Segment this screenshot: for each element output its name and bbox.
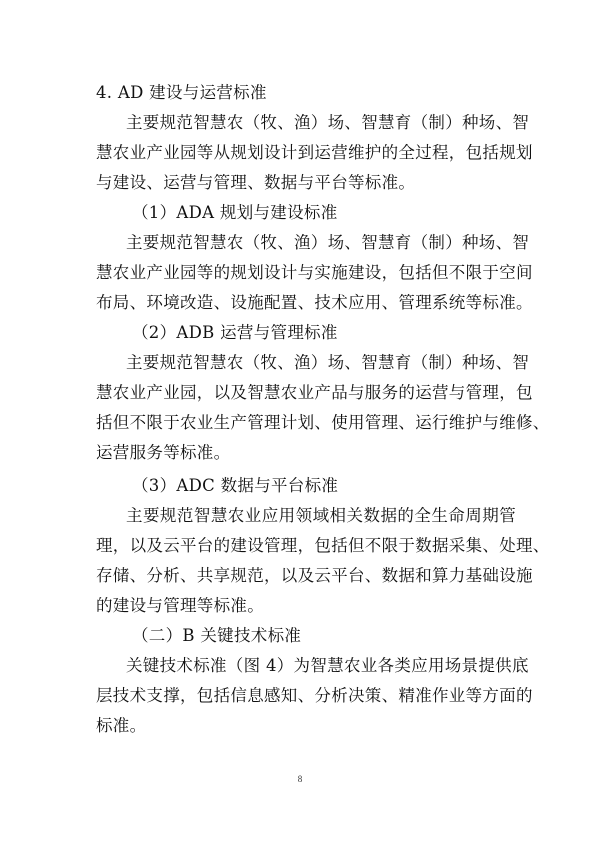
paragraph-line: 运营服务等标准。 [96,443,231,462]
paragraph-line: 布局、环境改造、设施配置、技术应用、管理系统等标准。 [96,293,533,312]
paragraph-line: 标准。 [96,716,147,735]
subsection-heading-adc: （3）ADC 数据与平台标准 [132,476,339,495]
subsection-heading-ada: （1）ADA 规划与建设标准 [132,203,338,222]
subsection-heading-adb: （2）ADB 运营与管理标准 [132,323,338,342]
paragraph-line: 主要规范智慧农业应用领域相关数据的全生命周期管 [126,506,516,525]
paragraph-line: 与建设、运营与管理、数据与平台等标准。 [96,173,416,192]
paragraph-line: 关键技术标准（图 4）为智慧农业各类应用场景提供底 [126,656,529,675]
section-heading-ad: 4. AD 建设与运营标准 [96,83,267,102]
paragraph-line: 主要规范智慧农（牧、渔）场、智慧育（制）种场、智 [126,233,530,252]
paragraph-line: 慧农业产业园，以及智慧农业产品与服务的运营与管理，包 [96,383,533,402]
paragraph-line: 理，以及云平台的建设管理，包括但不限于数据采集、处理、 [96,536,550,555]
section-heading-b: （二）B 关键技术标准 [132,626,302,645]
paragraph-line: 主要规范智慧农（牧、渔）场、智慧育（制）种场、智 [126,353,530,372]
paragraph-line: 层技术支撑，包括信息感知、分析决策、精准作业等方面的 [96,686,533,705]
paragraph-line: 慧农业产业园等的规划设计与实施建设，包括但不限于空间 [96,263,533,282]
paragraph-line: 存储、分析、共享规范，以及云平台、数据和算力基础设施 [96,566,533,585]
paragraph-line: 慧农业产业园等从规划设计到运营维护的全过程，包括规划 [96,143,533,162]
page-number: 8 [297,774,303,784]
paragraph-line: 主要规范智慧农（牧、渔）场、智慧育（制）种场、智 [126,113,530,132]
paragraph-line: 的建设与管理等标准。 [96,596,264,615]
paragraph-line: 括但不限于农业生产管理计划、使用管理、运行维护与维修、 [96,413,550,432]
